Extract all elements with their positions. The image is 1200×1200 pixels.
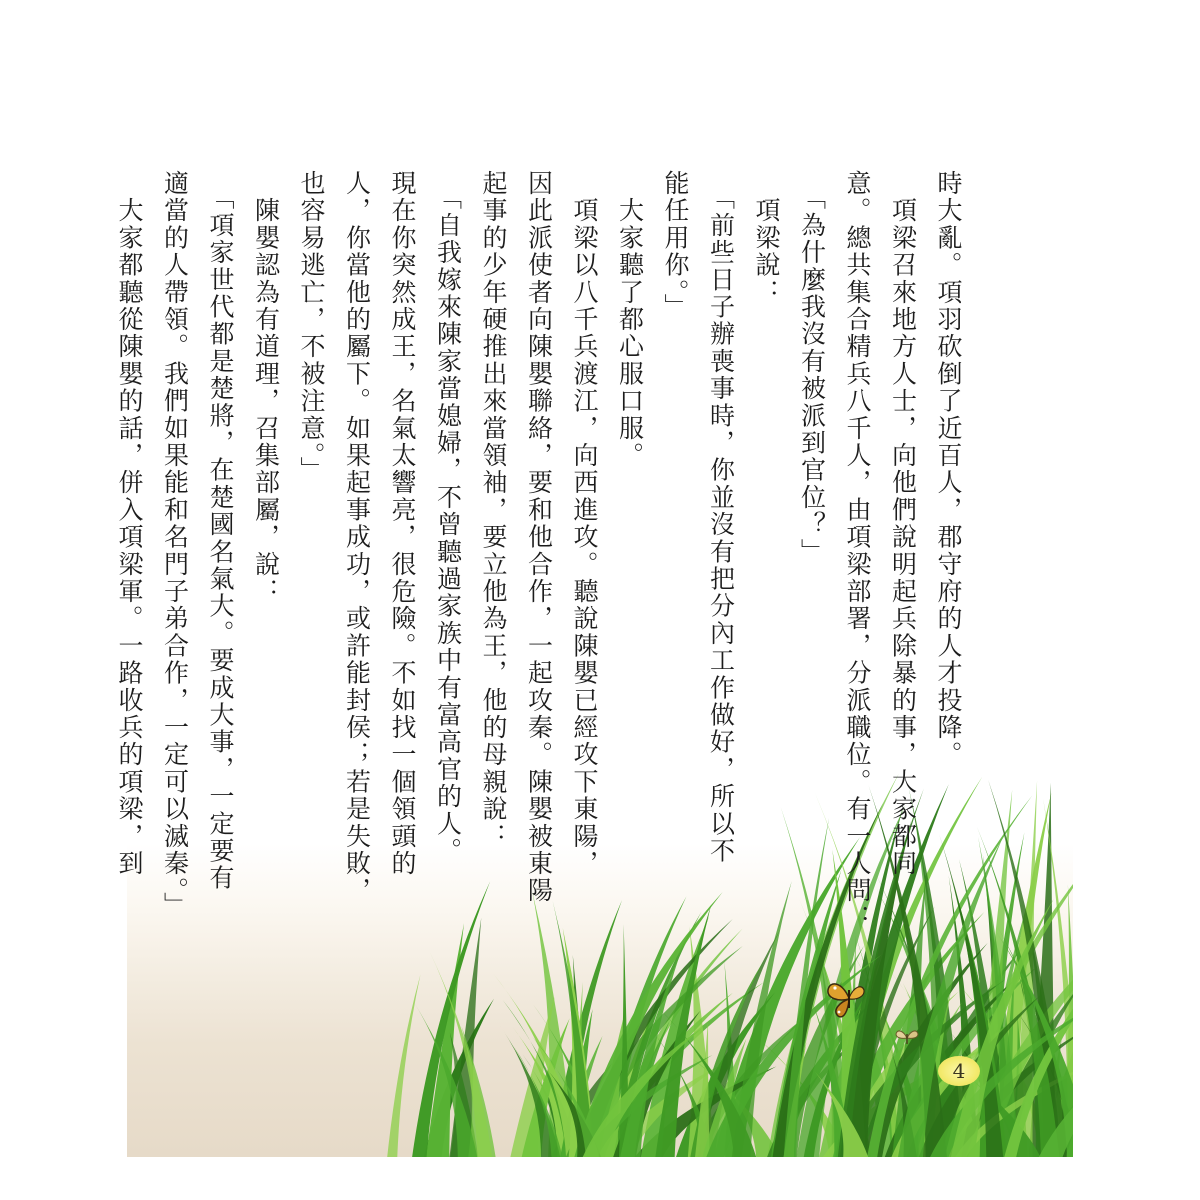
- text-column: 意。總共集合精兵八千人，由項梁部署，分派職位。有一人問：: [843, 170, 872, 932]
- grass-blade: [387, 974, 420, 1157]
- text-column: 項梁召來地方人士，向他們說明起兵除暴的事，大家都同: [888, 170, 918, 878]
- text-column: 人，你當他的屬下。如果起事成功，或許能封侯；若是失敗，: [342, 170, 372, 905]
- page-number: 4: [938, 1056, 980, 1086]
- text-column: 「前些日子辦喪事時，你並沒有把分內工作做好，所以不: [706, 170, 736, 865]
- orange-butterfly-icon: [824, 972, 874, 1022]
- text-column: 時大亂。項羽砍倒了近百人，郡守府的人才投降。: [934, 170, 963, 769]
- text-column: 因此派使者向陳嬰聯絡，要和他合作，一起攻秦。陳嬰被東陽: [524, 170, 554, 905]
- small-butterfly-icon: [893, 1026, 921, 1048]
- text-column: 能任用你。」: [661, 170, 690, 321]
- text-column: 適當的人帶領。我們如果能和名門子弟合作，一定可以滅秦。」: [160, 170, 190, 920]
- text-column: 陳嬰認為有道理，召集部屬，說：: [251, 170, 281, 606]
- text-column: 起事的少年硬推出來當領袖，要立他為王，他的母親說：: [479, 170, 508, 850]
- text-column: 現在你突然成王，名氣太響亮，很危險。不如找一個領頭的: [388, 170, 417, 878]
- text-column: 項梁說：: [752, 170, 781, 306]
- text-column: 大家聽了都心服口服。: [615, 170, 645, 470]
- text-column: 大家都聽從陳嬰的話，併入項梁軍。一路收兵的項梁，到: [115, 170, 144, 878]
- text-column: 也容易逃亡，不被注意。」: [297, 170, 326, 484]
- text-column: 項梁以八千兵渡江，向西進攻。聽說陳嬰已經攻下東陽，: [570, 170, 599, 878]
- text-column: 「項家世代都是楚將，在楚國名氣大。要成大事，一定要有: [206, 170, 235, 892]
- text-column: 「為什麼我沒有被派到官位？」: [797, 170, 827, 566]
- text-column: 「自我嫁來陳家當媳婦，不曾聽過家族中有富高官的人。: [433, 170, 463, 865]
